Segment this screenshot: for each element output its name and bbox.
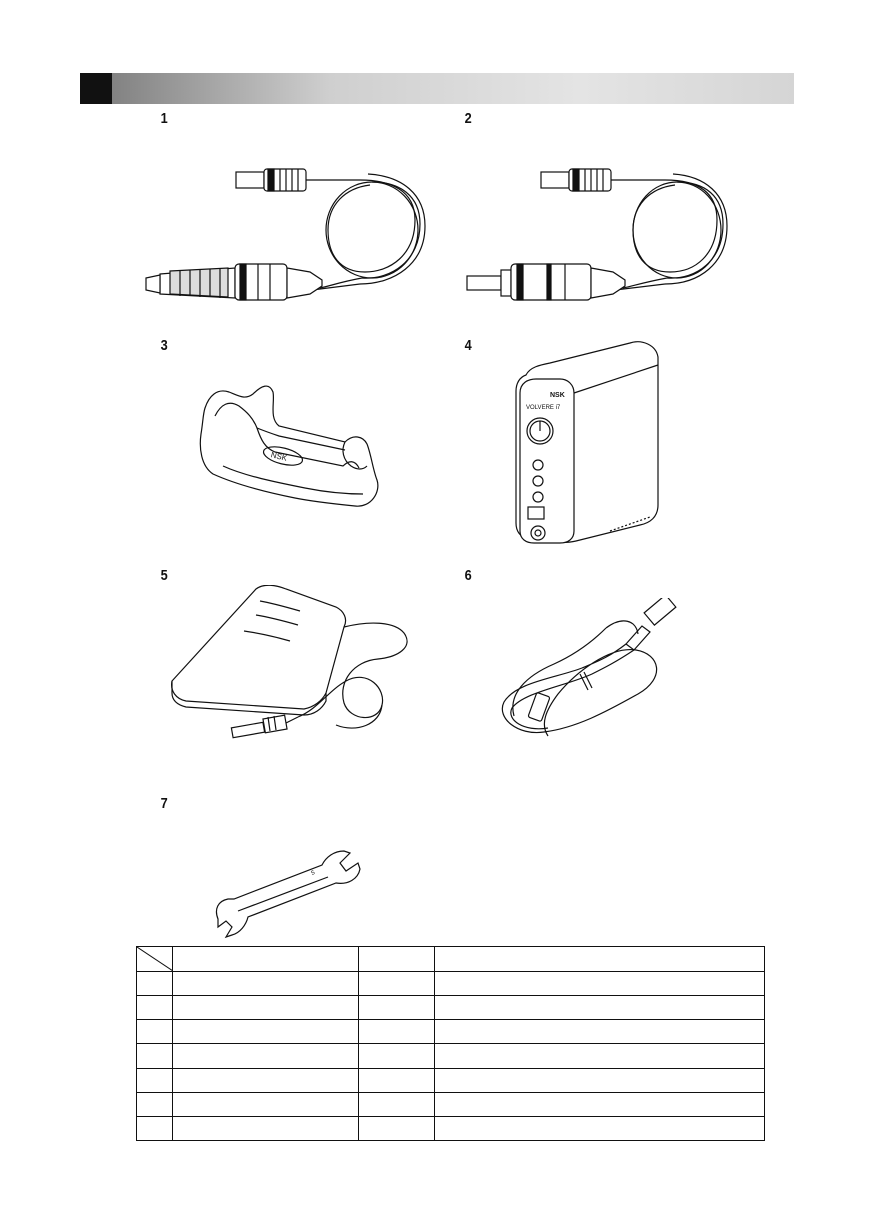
figure-number-5: 5 bbox=[160, 567, 168, 584]
svg-text:NSK: NSK bbox=[269, 450, 289, 463]
table-cell bbox=[435, 996, 765, 1020]
table-cell bbox=[173, 1092, 359, 1116]
table-header-row bbox=[137, 947, 765, 972]
table-cell bbox=[359, 1116, 435, 1140]
table-cell bbox=[435, 972, 765, 996]
table-cell bbox=[359, 1092, 435, 1116]
section-header-bar bbox=[80, 73, 794, 104]
table-cell bbox=[137, 1068, 173, 1092]
table-cell bbox=[173, 972, 359, 996]
figure-number-2: 2 bbox=[464, 110, 472, 127]
table-cell bbox=[359, 1020, 435, 1044]
table-cell bbox=[137, 1116, 173, 1140]
table-cell bbox=[137, 1020, 173, 1044]
table-cell bbox=[359, 972, 435, 996]
table-cell bbox=[137, 1044, 173, 1068]
section-header-marker bbox=[80, 73, 112, 104]
power-cord-icon bbox=[496, 598, 686, 743]
table-row bbox=[137, 1044, 765, 1068]
table-cell bbox=[173, 1116, 359, 1140]
table-row bbox=[137, 972, 765, 996]
handpiece-rest-icon bbox=[195, 378, 385, 513]
components-table bbox=[136, 946, 765, 1141]
table-cell bbox=[173, 1044, 359, 1068]
table-cell bbox=[435, 1020, 765, 1044]
table-row bbox=[137, 1116, 765, 1140]
motor-handpiece-straight-with-cord-icon bbox=[455, 160, 735, 310]
table-header-cell bbox=[435, 947, 765, 972]
figure-number-1: 1 bbox=[160, 110, 168, 127]
foot-control-icon bbox=[168, 585, 412, 745]
table-row bbox=[137, 1068, 765, 1092]
table-corner-cell bbox=[137, 947, 173, 972]
table-cell bbox=[435, 1044, 765, 1068]
table-row bbox=[137, 1020, 765, 1044]
table-cell bbox=[359, 996, 435, 1020]
table-cell bbox=[435, 1068, 765, 1092]
figure-number-4: 4 bbox=[464, 337, 472, 354]
table-cell bbox=[435, 1092, 765, 1116]
figure-number-6: 6 bbox=[464, 567, 472, 584]
table-header-cell bbox=[359, 947, 435, 972]
svg-text:VOLVERE i7: VOLVERE i7 bbox=[526, 405, 561, 411]
spanner-icon bbox=[212, 845, 364, 945]
table-cell bbox=[137, 972, 173, 996]
table-cell bbox=[359, 1044, 435, 1068]
motor-handpiece-with-cord-icon bbox=[140, 160, 430, 310]
table-cell bbox=[173, 1020, 359, 1044]
figure-number-7: 7 bbox=[160, 795, 168, 812]
figure-number-3: 3 bbox=[160, 337, 168, 354]
table-cell bbox=[173, 996, 359, 1020]
table-cell bbox=[137, 996, 173, 1020]
svg-text:NSK: NSK bbox=[550, 392, 565, 399]
table-header-cell bbox=[173, 947, 359, 972]
table-row bbox=[137, 1092, 765, 1116]
table-cell bbox=[435, 1116, 765, 1140]
table-cell bbox=[359, 1068, 435, 1092]
svg-text:5: 5 bbox=[310, 870, 316, 877]
control-unit-icon bbox=[510, 335, 660, 547]
table-cell bbox=[173, 1068, 359, 1092]
table-cell bbox=[137, 1092, 173, 1116]
table-row bbox=[137, 996, 765, 1020]
